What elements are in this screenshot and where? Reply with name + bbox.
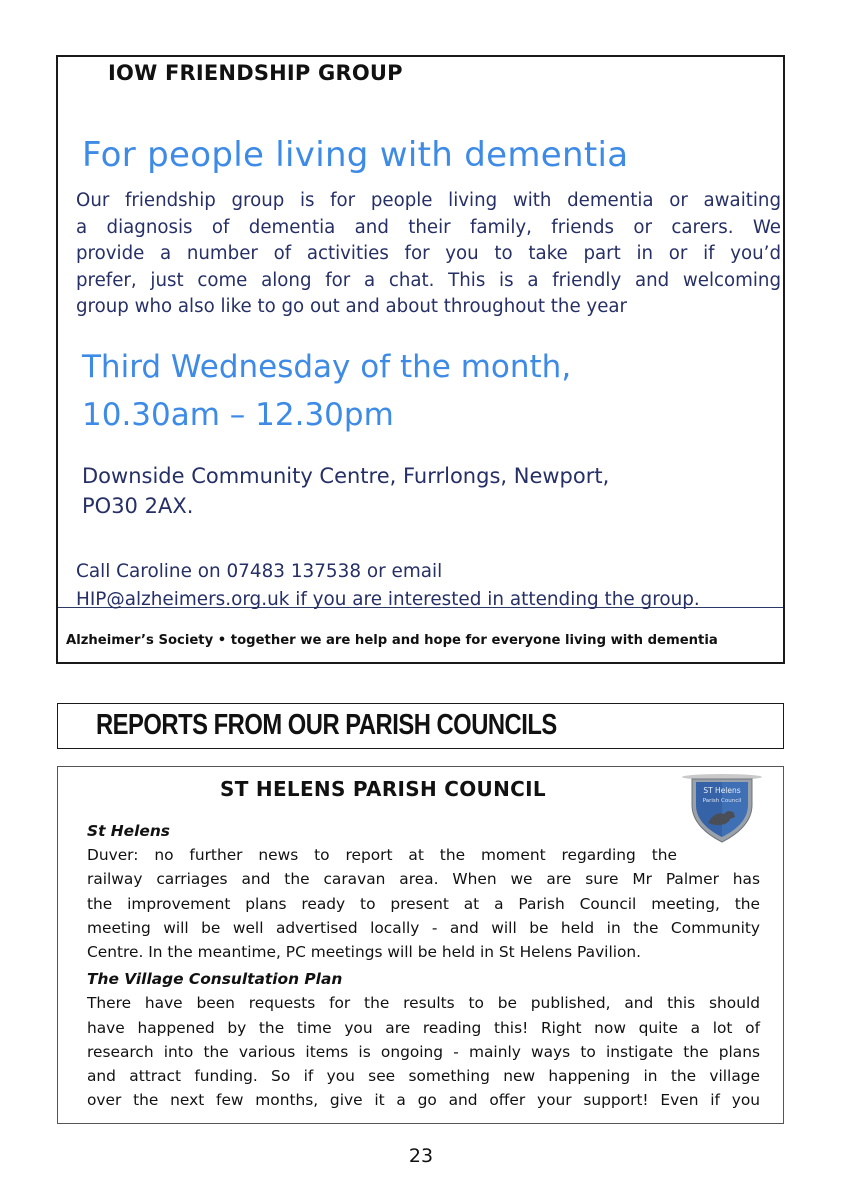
flyer-footer: Alzheimer’s Society • together we are help and hope for everyone living with dementia xyxy=(66,633,718,648)
crest-subtext: Parish Council xyxy=(702,798,742,804)
flyer-title: For people living with dementia xyxy=(82,135,629,175)
dementia-flyer xyxy=(56,55,785,664)
contact-info xyxy=(76,558,700,614)
paragraph-line: Duver: no further news to report at the moment regarding the xyxy=(87,846,677,865)
council-body xyxy=(87,819,760,1112)
paragraph-line: railway carriages and the caravan area. When we are sure Mr Palmer has xyxy=(87,870,760,889)
paragraph-line: meeting will be well advertised locally - and will be held in the Community xyxy=(87,918,760,937)
meeting-day: Third Wednesday of the month, xyxy=(82,349,572,385)
paragraph-line: Centre. In the meantime, PC meetings will be held in St Helens Pavilion. xyxy=(87,943,642,962)
venue-line: Downside Community Centre, Furrlongs, Newport, xyxy=(82,464,610,488)
flyer-inner-panel xyxy=(58,93,783,608)
flyer-body-line: provide a number of activities for you to take part in or if you’d xyxy=(76,243,781,264)
meeting-venue xyxy=(82,461,609,521)
council-report xyxy=(57,766,784,1124)
meeting-time xyxy=(82,343,571,439)
section-heading-st-helens: St Helens xyxy=(87,822,170,840)
flyer-body-line: group who also like to go out and about throughout the year xyxy=(76,296,628,317)
page-number: 23 xyxy=(408,1145,434,1167)
paragraph-line: research into the various items is ongoing - mainly ways to instigate the plans xyxy=(87,1042,760,1061)
contact-email: HIP@alzheimers.org.uk if you are interested in attending the group. xyxy=(76,589,700,610)
section-heading-village-plan: The Village Consultation Plan xyxy=(87,970,343,989)
flyer-body-line: a diagnosis of dementia and their family, friends or carers. We xyxy=(76,216,781,238)
paragraph-line: have happened by the time you are reading this! Right now quite a lot of xyxy=(87,1018,760,1037)
flyer-body-line: Our friendship group is for people living with dementia or awaiting xyxy=(76,190,781,211)
flyer-body xyxy=(76,188,781,321)
reports-banner xyxy=(57,703,784,749)
paragraph-line: There have been requests for the results to be published, and this should xyxy=(87,994,760,1013)
council-title: ST HELENS PARISH COUNCIL xyxy=(220,777,546,801)
flyer-heading: IOW FRIENDSHIP GROUP xyxy=(108,61,403,85)
contact-phone: Call Caroline on 07483 137538 or email xyxy=(76,561,443,582)
paragraph-line: the improvement plans ready to present at a Parish Council meeting, the xyxy=(87,894,760,913)
crest-text: ST Helens xyxy=(703,786,741,795)
venue-postcode: PO30 2AX. xyxy=(82,494,194,518)
flyer-body-line: prefer, just come along for a chat. This is a friendly and welcoming xyxy=(76,269,781,291)
paragraph-line: and attract funding. So if you see something new happening in the village xyxy=(87,1067,760,1086)
paragraph-line: over the next few months, give it a go and offer your support! Even if you xyxy=(87,1091,760,1110)
reports-banner-title: REPORTS FROM OUR PARISH COUNCILS xyxy=(96,709,557,741)
meeting-hours: 10.30am – 12.30pm xyxy=(82,397,394,433)
